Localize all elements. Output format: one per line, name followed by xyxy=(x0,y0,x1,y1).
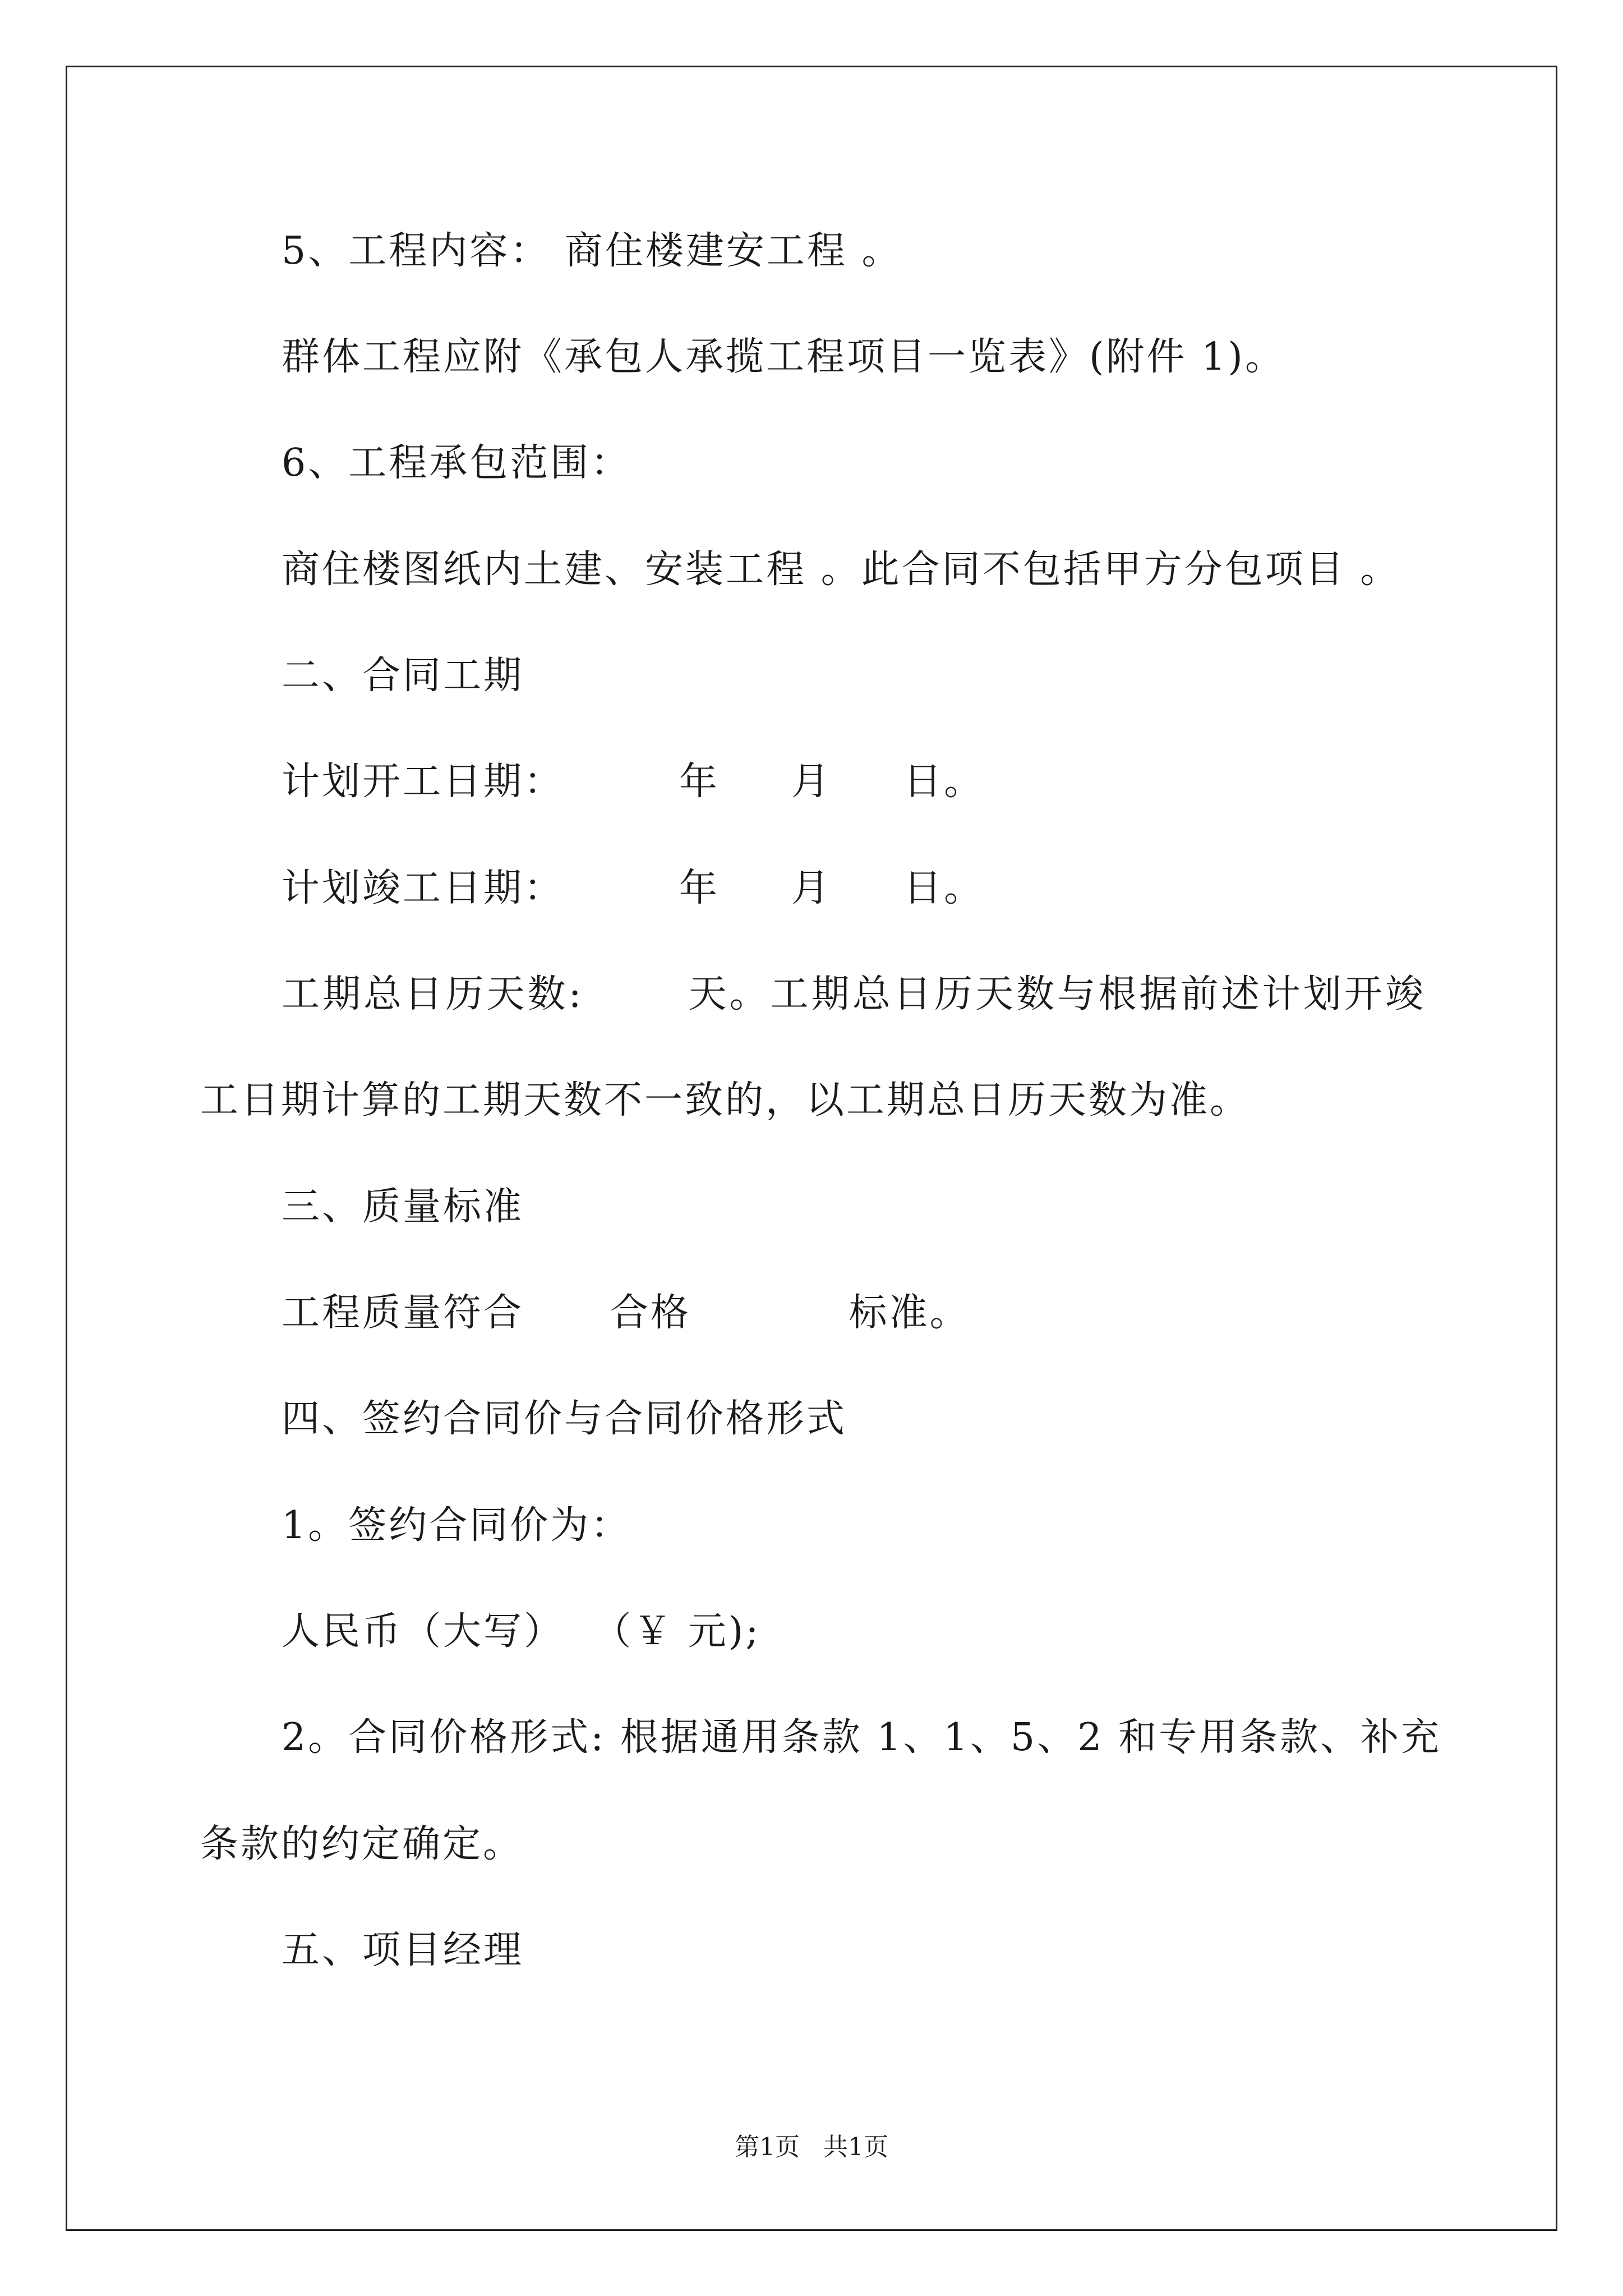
group-project-note: 群体工程应附《承包人承揽工程项目一览表》(附件 1)。 xyxy=(282,335,1285,379)
total-days-line-1: 工期总日历天数: 天。工期总日历天数与根据前述计划开竣 xyxy=(282,972,1426,1016)
scope-text: 商住楼图纸内土建、安装工程 。此合同不包括甲方分包项目 。 xyxy=(282,547,1401,592)
page-footer: 第1页 共1页 xyxy=(735,2133,888,2161)
section-4-heading: 四、签约合同价与合同价格形式 xyxy=(282,1397,847,1441)
clause-6-heading: 6、工程承包范围： xyxy=(282,441,631,485)
planned-completion-date: 计划竣工日期： 年 月 日。 xyxy=(282,866,985,910)
rmb-amount-line: 人民币（大写） （￥ 元); xyxy=(282,1609,761,1654)
section-3-heading: 三、质量标准 xyxy=(282,1185,524,1229)
price-form-line-1: 2。合同价格形式: 根据通用条款 1、1、5、2 和专用条款、补充 xyxy=(282,1715,1442,1760)
contract-price-heading: 1。签约合同价为： xyxy=(282,1503,631,1548)
quality-standard-text: 工程质量符合 合格 标准。 xyxy=(282,1291,970,1335)
section-5-heading: 五、项目经理 xyxy=(282,1928,524,1972)
price-form-line-2: 条款的约定确定。 xyxy=(200,1822,524,1866)
clause-5-content: 5、工程内容： 商住楼建安工程 。 xyxy=(282,229,902,273)
planned-start-date: 计划开工日期： 年 月 日。 xyxy=(282,760,985,804)
section-2-heading: 二、合同工期 xyxy=(282,654,524,698)
page-border xyxy=(66,66,1557,2231)
total-days-line-2: 工日期计算的工期天数不一致的，以工期总日历天数为准。 xyxy=(200,1078,1251,1122)
